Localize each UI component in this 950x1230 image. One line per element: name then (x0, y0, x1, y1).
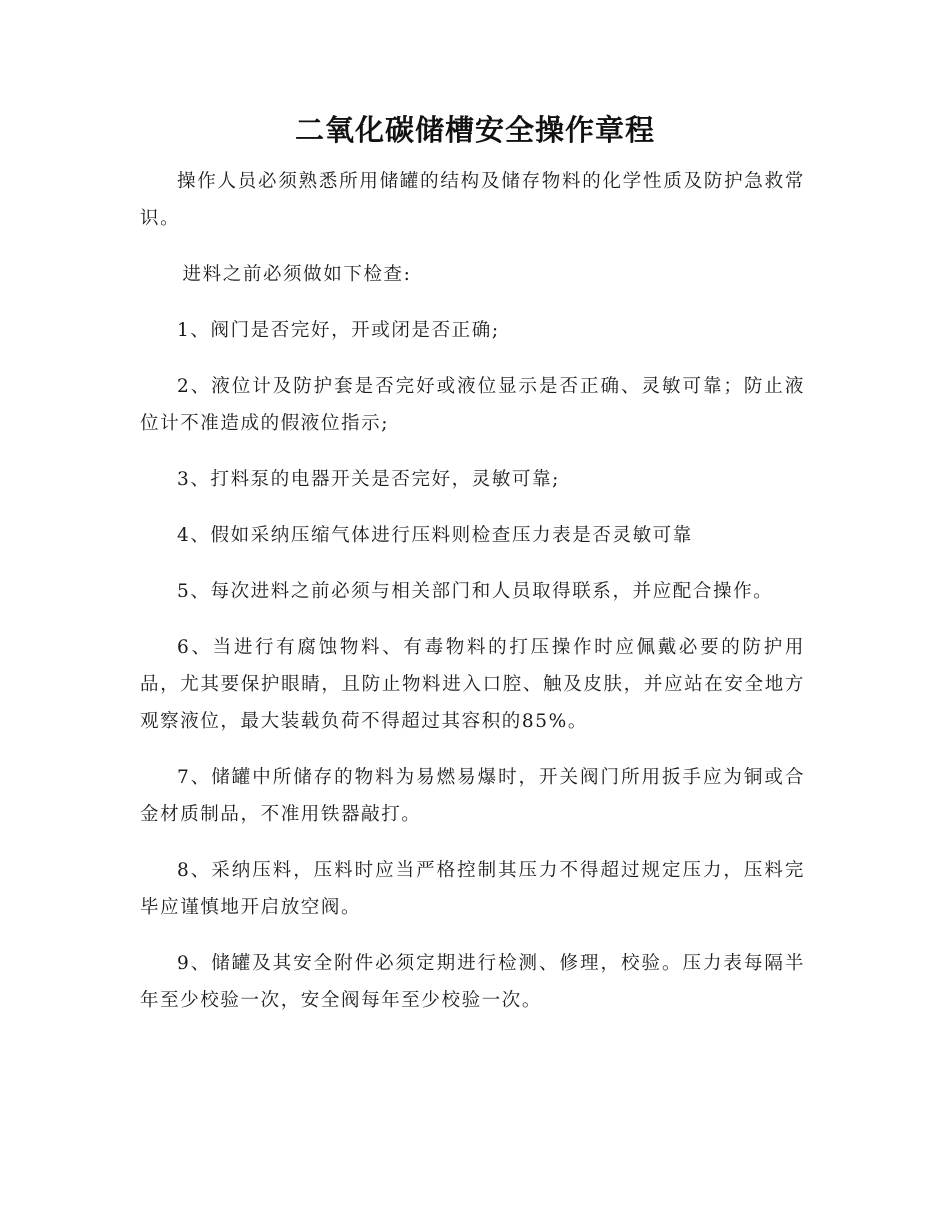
paragraph-item-4: 4、假如采纳压缩气体进行压料则检查压力表是否灵敏可靠 (177, 525, 693, 546)
paragraph-intro: 操作人员必须熟悉所用储罐的结构及储存物料的化学性质及防护急救常识。 (140, 171, 805, 229)
paragraph-item-8: 8、采纳压料，压料时应当严格控制其压力不得超过规定压力，压料完毕应谨慎地开启放空阀。 (140, 860, 805, 918)
paragraph-item-9: 9、储罐及其安全附件必须定期进行检测、修理，校验。压力表每隔半年至少校验一次，安全阀每年至少校验一次。 (140, 953, 805, 1011)
paragraph-item-5: 5、每次进料之前必须与相关部门和人员取得联系，并应配合操作。 (177, 581, 774, 602)
paragraph-item-7: 7、储罐中所储存的物料为易燃易爆时，开关阀门所用扳手应为铜或合金材质制品，不准用铁器敲打。 (140, 767, 805, 825)
paragraph-item-6: 6、当进行有腐蚀物料、有毒物料的打压操作时应佩戴必要的防护用品，尤其要保护眼睛，且防止物料进入口腔、触及皮肤，并应站在安全地方观察液位，最大装载负荷不得超过其容积的85%。 (140, 637, 805, 732)
paragraph-item-2: 2、液位计及防护套是否完好或液位显示是否正确、灵敏可靠；防止液位计不准造成的假液位指示; (140, 376, 805, 434)
document-body (140, 163, 805, 1038)
document-title: 二氧化碳储槽安全操作章程 (294, 113, 655, 147)
paragraph-check-heading: 进料之前必须做如下检查: (182, 264, 412, 285)
paragraph-item-1: 1、阀门是否完好，开或闭是否正确; (177, 320, 500, 341)
paragraph-item-3: 3、打料泵的电器开关是否完好，灵敏可靠; (177, 469, 561, 490)
